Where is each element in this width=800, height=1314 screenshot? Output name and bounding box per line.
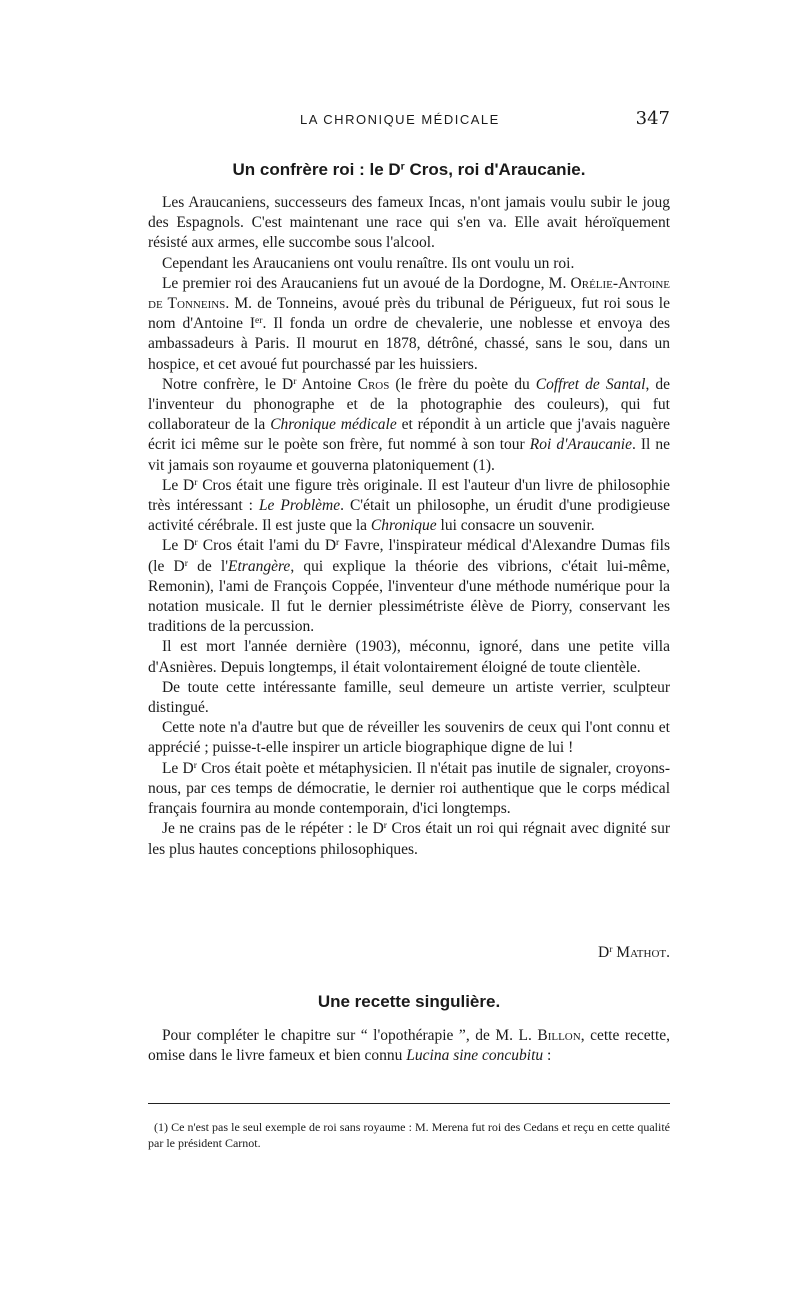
paragraph: Les Araucaniens, successeurs des fameux Incas, n'ont jamais voulu subir le joug des Espagnols. C'est maintenant une race qui s'en va. Elle avait héroïquement résisté aux armes, elle succombe sous l'alcool. [148,194,670,252]
article-title-recette: Une recette singulière. [317,992,501,1011]
paragraph: Je ne crains pas de le répéter : le $D^r$ Cros était un roi qui régnait avec dignité sur les plus hautes conceptions philosophiques. [148,820,670,858]
article-body-recette [148,1026,670,1066]
paragraph: Cependant les Araucaniens ont voulu renaître. Ils ont voulu un roi. [161,254,575,272]
footnote-text: (1) Ce n'est pas le seul exemple de roi sans royaume : M. Merena fut roi des Cedans et reçu en cette qualité par le président Carnot. [148,1120,670,1150]
paragraph: Le $D^r$ Cros était une figure très originale. Il est l'auteur d'un livre de philosophie très intéressant : Le Problème. C'était un philosophe, un érudit d'une prodigieuse activité cérébrale. Il est juste que la Chronique lui consacre un souvenir. [148,476,670,535]
paragraph: Pour compléter le chapitre sur “ l'opothérapie ”, de M. L. Billon, cette recette, omise dans le livre fameux et bien connu Lucina sine concubitu : [148,1027,670,1064]
running-title: LA CHRONIQUE MÉDICALE [300,112,500,127]
signature: $D^r$ Mathot. [598,944,670,961]
page-number: 347 [635,108,670,129]
paragraph: De toute cette intéressante famille, seul demeure un artiste verrier, sculpteur distingué. [148,678,670,717]
running-header [148,110,670,134]
paragraph: Le premier roi des Araucaniens fut un avoué de la Dordogne, M. Orélie-Antoine de Tonneins. M. de Tonneins, avoué près du tribunal de Périgueux, fut roi sous le nom d'Antoine Ier. Il fonda un ordre de chevalerie, une noblesse et envoya des ambassadeurs à Paris. Il mourut en 1878, détrôné, chassé, sans le sou, dans un hospice, et cet avoué fut pourchassé par les huissiers. [148,274,670,373]
paragraph: Cette note n'a d'autre but que de réveiller les souvenirs de ceux qui l'ont connu et apprécié ; puisse-t-elle inspirer un article biographique digne de lui ! [148,719,670,757]
article-title-cros: Un confrère roi : le $D^r$ Cros, roi d'Araucanie. [232,160,586,179]
paragraph: Notre confrère, le $D^r$ Antoine Cros (le frère du poète du Coffret de Santal, de l'inventeur du phonographe et de la photographie des couleurs), qui fut collaborateur de la Chronique médicale et répondit à un article que j'avais naguère écrit ici même sur le poète son frère, fut nommé à son tour Roi d'Araucanie. Il ne vit jamais son royaume et gouverna platoniquement (1). [148,375,670,474]
footnote-divider [148,1103,670,1104]
article-body-cros [148,193,670,860]
paragraph: Le $D^r$ Cros était l'ami du $D^r$ Favre, l'inspirateur médical d'Alexandre Dumas fils (le $D^r$ de l'Etrangère, qui explique la théorie des vibrions, c'était lui-même, Remonin), l'ami de François Coppée, l'inventeur d'une méthode numérique pour la notation musicale. Il fut le dernier plessimétriste élève de Piorry, conservant les traditions de la percussion. [148,537,671,636]
paragraph: Il est mort l'année dernière (1903), méconnu, ignoré, dans une petite villa d'Asnières. Depuis longtemps, il était volontairement éloigné de toute clientèle. [148,638,670,676]
footnote [148,1119,670,1151]
paragraph: Le $D^r$ Cros était poète et métaphysicien. Il n'était pas inutile de signaler, croyons-nous, par ces temps de démocratie, le dernier roi authentique que le corps médical français fournira au monde contemporain, d'ici longtemps. [148,759,670,818]
